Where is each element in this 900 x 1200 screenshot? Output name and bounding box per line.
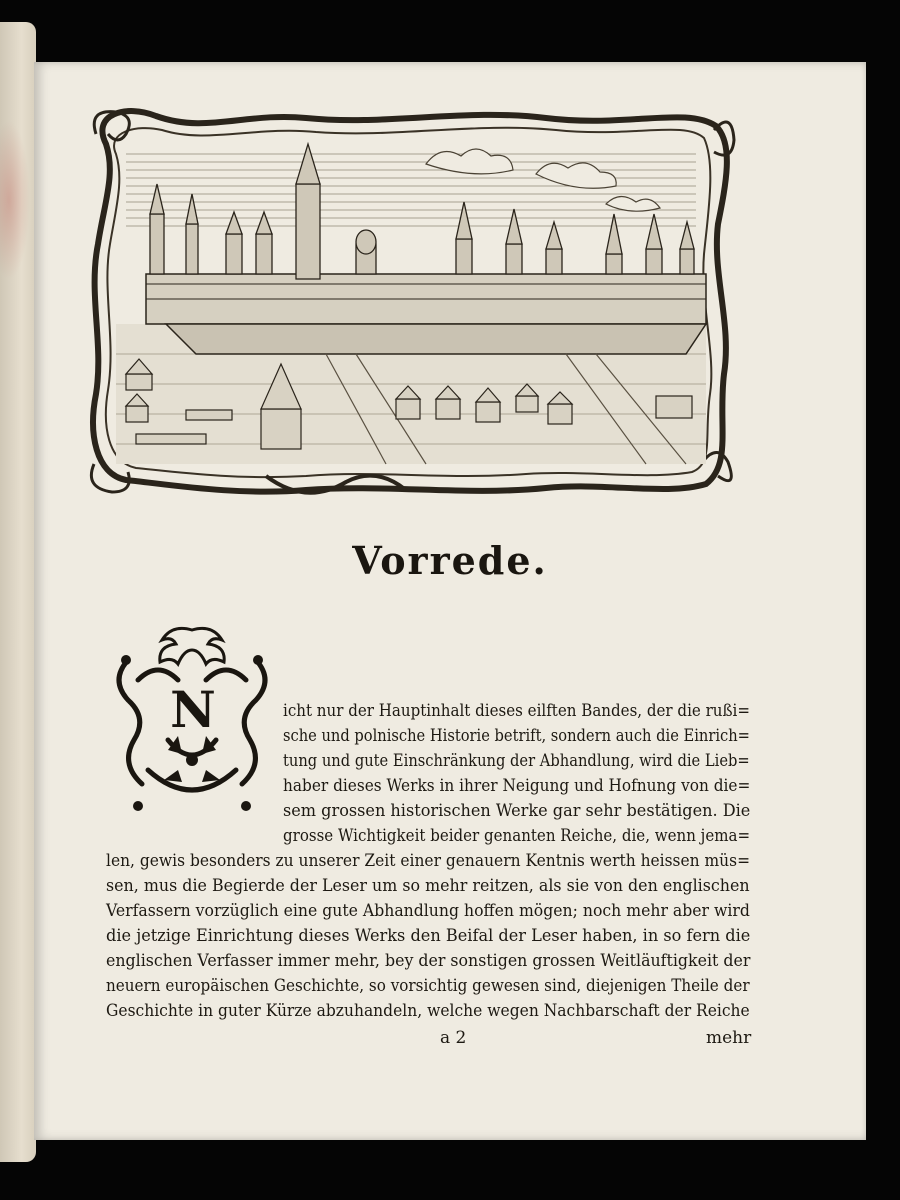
text-line: die jetzige Einrichtung dieses Werks den Beifal der Leser haben, in so fern die — [106, 926, 751, 946]
text-line: haber dieses Werks in ihrer Neigung und Hofnung von die= — [283, 776, 751, 796]
text-line: sem grossen historischen Werke gar sehr bestätigen. Die — [283, 801, 751, 821]
text-line: len, gewis besonders zu unserer Zeit einer genauern Kentnis werth heissen müs= — [106, 851, 751, 871]
text-line: Geschichte in guter Kürze abzuhandeln, welche wegen Nachbarschaft der Reiche — [106, 1001, 750, 1021]
text-line: sen, mus die Begierde der Leser um so mehr reitzen, als sie von den englischen — [106, 876, 750, 896]
text-line: icht nur der Hauptinhalt dieses eilften Bandes, der die rußi= — [283, 701, 750, 721]
section-heading: Vorrede. — [352, 538, 548, 583]
signature-mark: a 2 — [440, 1028, 467, 1048]
initial-letter: N — [170, 680, 216, 739]
paper-stain — [0, 120, 30, 280]
text-line: grosse Wichtigkeit beider genanten Reiche, die, wenn jema= — [283, 826, 751, 846]
text-line: sche und polnische Historie betrift, sondern auch die Einrich= — [283, 726, 750, 746]
engraving-cityscape-drawing — [86, 104, 736, 496]
text-line: neuern europäischen Geschichte, so vorsichtig gewesen sind, diejenigen Theile der — [106, 976, 750, 996]
text-line: englischen Verfasser immer mehr, bey der sonstigen grossen Weitläuftigkeit der — [106, 951, 751, 971]
engraving-cityscape — [86, 104, 736, 496]
text-line: Verfassern vorzüglich eine gute Abhandlung hoffen mögen; noch mehr aber wird — [106, 901, 750, 921]
catchword: mehr — [706, 1028, 752, 1048]
text-line: tung und gute Einschränkung der Abhandlung, wird die Lieb= — [283, 751, 750, 771]
